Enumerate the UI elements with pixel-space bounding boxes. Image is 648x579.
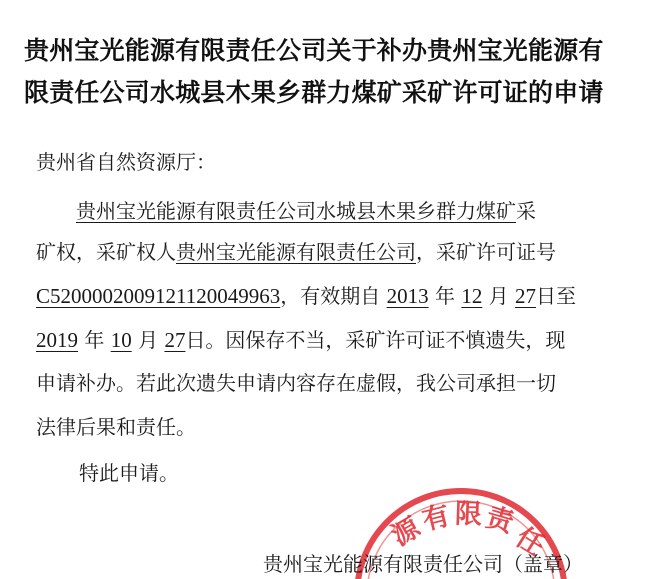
text-fragment: 年 (84, 328, 105, 352)
end-year: 2019 (36, 328, 78, 352)
closing-text: 特此申请。 (79, 461, 179, 485)
paragraph-line-2 (36, 237, 556, 267)
paragraph-line-1 (76, 196, 536, 226)
start-year: 2013 (386, 284, 429, 308)
start-month: 12 (461, 284, 483, 308)
signature-line: 贵州宝光能源有限责任公司（盖章） (263, 552, 583, 576)
text-fragment: 日。因保存不当，采矿许可证不慎遗失，现 (185, 328, 566, 352)
title-line-2: 限责任公司水城县木果乡群力煤矿采矿许可证的申请 (24, 78, 604, 107)
text-fragment: ，有效期自 (280, 284, 381, 308)
seal-char-2: 有 (419, 500, 454, 537)
seal-char-3: 限 (454, 498, 483, 531)
start-day: 27 (515, 284, 537, 308)
paragraph-line-6: 法律后果和责任。 (36, 415, 196, 439)
text-fragment: 月 (488, 284, 509, 308)
seal-char-1: 源 (386, 511, 426, 553)
paragraph-line-3 (36, 281, 576, 311)
end-month: 10 (110, 328, 132, 352)
paragraph-line-5: 申请补办。若此次遗失申请内容存在虚假，我公司承担一切 (36, 371, 556, 395)
paragraph-line-4 (36, 325, 565, 355)
text-fragment: 年 (434, 284, 455, 308)
text-fragment: 矿权，采矿权人 (36, 240, 176, 264)
license-number: C5200002009121120049963 (36, 284, 281, 308)
salutation: 贵州省自然资源厅： (36, 150, 216, 174)
mine-name: 贵州宝光能源有限责任公司水城县木果乡群力煤矿 (76, 201, 516, 223)
text-fragment: ，采矿许可证号 (416, 240, 556, 264)
owner-name: 贵州宝光能源有限责任公司 (176, 242, 416, 264)
seal-char-4: 责 (482, 501, 517, 540)
text-fragment: 采 (516, 199, 536, 223)
document-title (24, 30, 632, 114)
seal-char-5: 任 (510, 521, 550, 563)
title-line-1: 贵州宝光能源有限责任公司关于补办贵州宝光能源有 (24, 36, 604, 65)
text-fragment: 月 (138, 328, 159, 352)
end-day: 27 (164, 328, 186, 352)
text-fragment: 日至 (536, 284, 577, 308)
